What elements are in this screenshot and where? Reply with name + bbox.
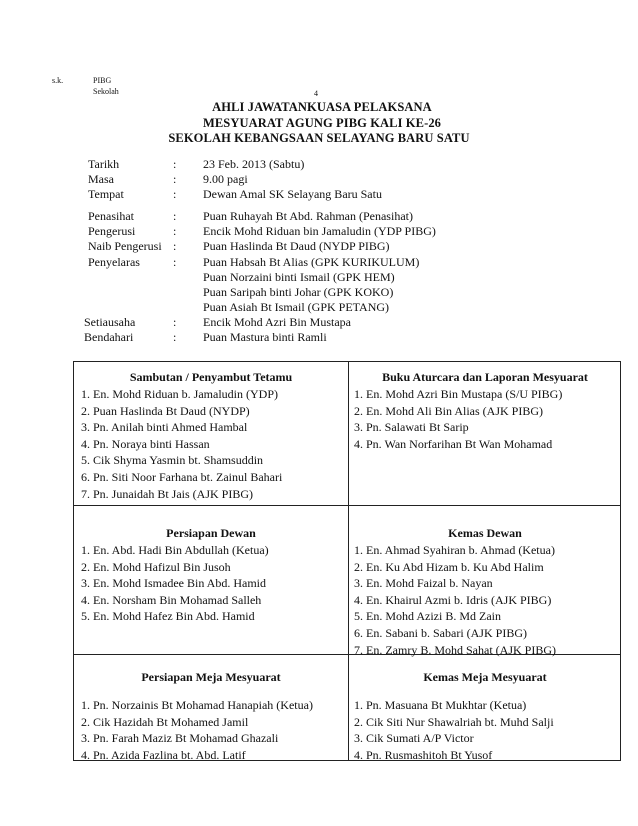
officer-row: Pengerusi : Encik Mohd Riduan bin Jamaludin (YDP PIBG) [88, 224, 436, 239]
list-item: 3. Pn. Salawati Bt Sarip [354, 420, 469, 435]
list-kemas-meja [354, 697, 554, 763]
list-persiapan-dewan [81, 542, 269, 625]
officer-row: Puan Saripah binti Johar (GPK KOKO) [203, 285, 394, 300]
detail-row: Masa : 9.00 pagi [88, 172, 248, 187]
list-item: 4. Pn. Noraya binti Hassan [81, 436, 210, 451]
heading-sambutan: Sambutan / Penyambut Tetamu [129, 370, 293, 384]
officer-row: Puan Asiah Bt Ismail (GPK PETANG) [203, 300, 390, 315]
list-item: 2. Cik Hazidah Bt Mohamed Jamil [81, 714, 249, 729]
list-item: 5. En. Mohd Hafez Bin Abd. Hamid [81, 609, 255, 624]
heading-kemas-dewan: Kemas Dewan [448, 526, 522, 540]
page-number: 4 [314, 89, 318, 98]
header-sekolah: Sekolah [93, 87, 119, 96]
officers-list [88, 209, 436, 315]
list-item: 3. Pn. Anilah binti Ahmed Hambal [81, 420, 248, 435]
list-item: 3. En. Mohd Ismadee Bin Abd. Hamid [81, 576, 266, 591]
list-buku [354, 386, 562, 452]
list-item: 2. En. Mohd Hafizul Bin Jusoh [81, 559, 231, 574]
list-item: 5. Cik Shyma Yasmin bt. Shamsuddin [81, 453, 264, 468]
officer-row: Penasihat : Puan Ruhayah Bt Abd. Rahman (Penasihat) [88, 209, 413, 223]
list-item: 2. En. Ku Abd Hizam b. Ku Abd Halim [354, 559, 544, 574]
list-item: 6. En. Sabani b. Sabari (AJK PIBG) [354, 625, 527, 640]
heading-persiapan-meja: Persiapan Meja Mesyuarat [141, 670, 281, 684]
officer-row: Penyelaras : Puan Habsah Bt Alias (GPK KURIKULUM) [88, 254, 420, 269]
detail-row: Tempat : Dewan Amal SK Selayang Baru Satu [88, 187, 382, 202]
title-line-2: MESYUARAT AGUNG PIBG KALI KE-26 [202, 116, 442, 130]
list-item: 1. En. Ahmad Syahiran b. Ahmad (Ketua) [354, 543, 555, 557]
header-sk: s.k. [52, 76, 64, 85]
meeting-details [88, 157, 382, 203]
list-sambutan [81, 386, 282, 502]
list-item: 3. En. Mohd Faizal b. Nayan [354, 576, 493, 591]
list-persiapan-meja [81, 697, 313, 763]
heading-persiapan-dewan: Persiapan Dewan [166, 526, 256, 540]
list-item: 4. Pn. Azida Fazlina bt. Abd. Latif [81, 747, 246, 762]
officer-row: Bendahari : Puan Mastura binti Ramli [84, 330, 327, 345]
list-item: 3. Cik Sumati A/P Victor [354, 731, 474, 746]
heading-buku: Buku Aturcara dan Laporan Mesyuarat [382, 370, 588, 384]
list-item: 1. Pn. Norzainis Bt Mohamad Hanapiah (Ketua) [81, 698, 313, 712]
title-line-1: AHLI JAWATANKUASA PELAKSANA [212, 100, 432, 114]
list-item: 6. Pn. Siti Noor Farhana bt. Zainul Bahari [81, 469, 283, 484]
title-line-3: SEKOLAH KEBANGSAAN SELAYANG BARU SATU [168, 131, 470, 145]
list-item: 7. En. Zamry B. Mohd Sahat (AJK PIBG) [354, 642, 556, 657]
officer-row: Setiausaha : Encik Mohd Azri Bin Mustapa [84, 315, 351, 329]
officer-row: Puan Norzaini binti Ismail (GPK HEM) [203, 269, 395, 284]
list-item: 1. En. Abd. Hadi Bin Abdullah (Ketua) [81, 543, 269, 557]
list-item: 5. En. Mohd Azizi B. Md Zain [354, 609, 501, 624]
detail-row: Tarikh : 23 Feb. 2013 (Sabtu) [88, 157, 305, 171]
list-item: 4. En. Khairul Azmi b. Idris (AJK PIBG) [354, 592, 552, 607]
list-item: 4. Pn. Rusmashitoh Bt Yusof [354, 747, 493, 762]
list-item: 2. En. Mohd Ali Bin Alias (AJK PIBG) [354, 403, 544, 418]
table-divider [348, 362, 349, 760]
list-item: 3. Pn. Farah Maziz Bt Mohamad Ghazali [81, 731, 279, 746]
secretary-treasurer [84, 315, 351, 345]
heading-kemas-meja: Kemas Meja Mesyuarat [423, 670, 547, 684]
list-item: 2. Puan Haslinda Bt Daud (NYDP) [81, 403, 250, 418]
table-divider [74, 505, 620, 506]
list-item: 4. Pn. Wan Norfarihan Bt Wan Mohamad [354, 436, 553, 451]
header-pibg: PIBG [93, 76, 112, 85]
list-item: 2. Cik Siti Nur Shawalriah bt. Muhd Salji [354, 714, 554, 729]
list-item: 1. En. Mohd Riduan b. Jamaludin (YDP) [81, 387, 278, 401]
list-kemas-dewan [354, 542, 556, 658]
list-item: 1. Pn. Masuana Bt Mukhtar (Ketua) [354, 698, 527, 712]
list-item: 1. En. Mohd Azri Bin Mustapa (S/U PIBG) [354, 387, 563, 401]
list-item: 7. Pn. Junaidah Bt Jais (AJK PIBG) [81, 486, 254, 501]
list-item: 4. En. Norsham Bin Mohamad Salleh [81, 592, 262, 607]
committees-table [73, 361, 621, 761]
officer-row: Naib Pengerusi : Puan Haslinda Bt Daud (NYDP PIBG) [88, 239, 390, 254]
